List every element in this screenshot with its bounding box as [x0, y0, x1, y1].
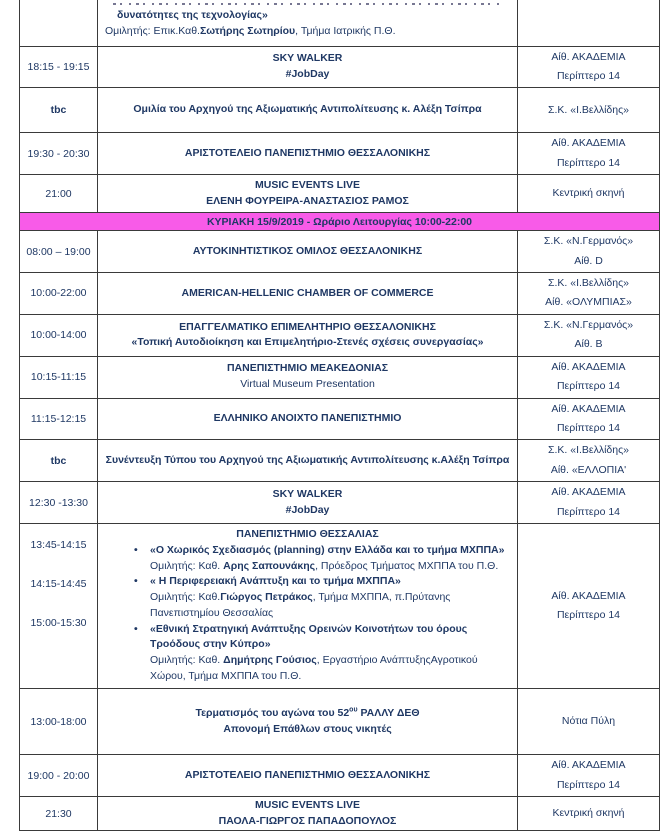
location-cell	[518, 398, 660, 440]
event-line: «Τοπική Αυτοδιοίκηση και Επιμελητήριο-Στενές σχέσεις συνεργασίας»	[131, 336, 484, 349]
schedule-row	[20, 440, 660, 482]
schedule-row	[20, 356, 660, 398]
event-line: MUSIC EVENTS LIVE	[254, 178, 360, 191]
time-cell	[20, 796, 98, 831]
time-text: 10:00-22:00	[30, 287, 87, 300]
event-cell	[98, 398, 518, 440]
event-cell	[98, 231, 518, 273]
time-text: tbc	[50, 104, 67, 117]
location-line: Περίπτερο 14	[556, 609, 621, 622]
event-line: #JobDay	[285, 503, 330, 516]
clipped-text-fragment	[113, 3, 504, 5]
event-cell	[98, 482, 518, 524]
location-cell	[518, 88, 660, 133]
event-cell	[98, 46, 518, 88]
time-cell	[20, 356, 98, 398]
event-line: #JobDay	[285, 67, 330, 80]
location-cell	[518, 273, 660, 315]
time-cell	[20, 398, 98, 440]
time-cell	[20, 46, 98, 88]
location-line: Αίθ. ΑΚΑΔΕΜΙΑ	[551, 589, 626, 602]
day-header-cell: ΚΥΡΙΑΚΗ 15/9/2019 - Ωράριο Λειτουργίας 10:00-22:00	[20, 213, 660, 231]
event-line: Συνέντευξη Τύπου του Αρχηγού της Αξιωματικής Αντιπολίτευσης κ.Αλέξη Τσίπρα	[105, 453, 510, 466]
event-line: Απονομή Επάθλων στους νικητές	[223, 722, 392, 735]
time-text: 15:00-15:30	[30, 617, 87, 630]
event-line: ΠΑΟΛΑ-ΓΙΩΡΓΟΣ ΠΑΠΑΔΟΠΟΥΛΟΣ	[218, 814, 397, 827]
location-line: Περίπτερο 14	[556, 505, 621, 518]
time-text: 08:00 – 19:00	[26, 245, 91, 258]
time-text: 12:30 -13:30	[29, 496, 88, 509]
schedule-row	[20, 398, 660, 440]
event-cell	[98, 524, 518, 689]
event-cell	[98, 356, 518, 398]
schedule-row	[20, 524, 660, 689]
event-line: ΑΡΙΣΤΟΤΕΛΕΙΟ ΠΑΝΕΠΙΣΤΗΜΙΟ ΘΕΣΣΑΛΟΝΙΚΗΣ	[184, 146, 431, 159]
location-cell	[518, 314, 660, 356]
location-line: Αίθ. «ΕΛΛΟΠΙΑ'	[550, 463, 627, 476]
location-line: Περίπτερο 14	[556, 156, 621, 169]
schedule-row	[20, 314, 660, 356]
schedule-row	[20, 175, 660, 213]
location-line: Περίπτερο 14	[556, 421, 621, 434]
time-text: 10:00-14:00	[30, 329, 87, 342]
time-cell	[20, 314, 98, 356]
time-cell	[20, 175, 98, 213]
event-line: Ομιλία του Αρχηγού της Αξιωματικής Αντιπολίτευσης κ. Αλέξη Τσίπρα	[133, 103, 482, 116]
location-line: Αίθ. ΑΚΑΔΕΜΙΑ	[551, 360, 626, 373]
time-text: 18:15 - 19:15	[27, 60, 90, 73]
event-cell	[98, 88, 518, 133]
schedule-row	[20, 231, 660, 273]
event-line: Virtual Museum Presentation	[240, 378, 375, 391]
event-line: ΠΑΝΕΠΙΣΤΗΜΙΟ ΜΕΑΚΕΔΟΝΙΑΣ	[226, 362, 389, 375]
event-line: ΠΑΝΕΠΙΣΤΗΜΙΟ ΘΕΣΣΑΛΙΑΣ	[236, 528, 379, 541]
location-cell	[518, 356, 660, 398]
location-line: Σ.Κ. «Ν.Γερμανός»	[543, 235, 634, 248]
time-cell	[20, 231, 98, 273]
location-line: Αίθ. ΑΚΑΔΕΜΙΑ	[551, 759, 626, 772]
time-text: 11:15-12:15	[30, 412, 87, 425]
schedule-row	[20, 46, 660, 88]
location-line: Περίπτερο 14	[556, 69, 621, 82]
location-cell	[518, 0, 660, 46]
location-line: Αίθ. «ΟΛΥΜΠΙΑΣ»	[545, 296, 632, 309]
time-cell	[20, 524, 98, 689]
location-line: Αίθ. D	[574, 254, 603, 267]
location-cell	[518, 524, 660, 689]
event-cell	[98, 273, 518, 315]
event-line: ΑΡΙΣΤΟΤΕΛΕΙΟ ΠΑΝΕΠΙΣΤΗΜΙΟ ΘΕΣΣΑΛΟΝΙΚΗΣ	[184, 768, 431, 781]
time-cell	[20, 88, 98, 133]
event-cell	[98, 755, 518, 797]
location-cell	[518, 482, 660, 524]
location-line: Σ.Κ. «Ι.Βελλίδης»	[547, 444, 630, 457]
location-cell	[518, 796, 660, 831]
event-line: ΕΛΕΝΗ ΦΟΥΡΕΙΡΑ-ΑΝΑΣΤΑΣΙΟΣ ΡΑΜΟΣ	[206, 194, 409, 207]
time-cell	[20, 273, 98, 315]
schedule-row	[20, 0, 660, 46]
location-line: Σ.Κ. «Ι.Βελλίδης»	[547, 103, 630, 116]
event-line: Ομιλητής: Επικ.Καθ.Σωτήρης Σωτηρίου, Τμήμα Ιατρικής Π.Θ.	[105, 24, 396, 37]
time-text: 10:15-11:15	[30, 371, 87, 384]
event-cell	[98, 440, 518, 482]
event-line: Ομιλητής: Καθ.Γιώργος Πετράκος, Τμήμα ΜΧΠΠΑ, π.Πρύτανης Πανεπιστημίου Θεσσαλίας	[150, 591, 451, 619]
event-cell	[98, 133, 518, 175]
location-cell	[518, 175, 660, 213]
schedule-row	[20, 796, 660, 831]
time-text: 19:00 - 20:00	[27, 769, 90, 782]
day-header-row	[20, 213, 660, 231]
event-line: SKY WALKER	[272, 487, 343, 500]
event-line: AMERICAN-HELLENIC CHAMBER OF COMMERCE	[181, 286, 434, 299]
event-line: • «Ο Χωρικός Σχεδιασμός (planning) στην Ελλάδα και το τμήμα ΜΧΠΠΑ»	[103, 543, 512, 559]
event-line: Ομιλητής: Καθ. Δημήτρης Γούσιος, Εργαστήριο ΑνάπτυξηςΑγροτικού Χώρου, Τμήμα ΜΧΠΠΑ του Π.Θ.	[150, 654, 478, 682]
schedule-row	[20, 482, 660, 524]
event-line: ΑΥΤΟΚΙΝΗΤΙΣΤΙΚΟΣ ΟΜΙΛΟΣ ΘΕΣΣΑΛΟΝΙΚΗΣ	[192, 244, 423, 257]
schedule-row	[20, 755, 660, 797]
schedule-table	[19, 0, 660, 831]
event-line: SKY WALKER	[272, 52, 343, 65]
location-cell	[518, 689, 660, 755]
time-cell	[20, 0, 98, 46]
location-cell	[518, 46, 660, 88]
time-text: 21:00	[45, 187, 72, 200]
time-cell	[20, 133, 98, 175]
time-cell	[20, 482, 98, 524]
location-line: Αίθ. ΑΚΑΔΕΜΙΑ	[551, 137, 626, 150]
location-line: Σ.Κ. «Ι.Βελλίδης»	[547, 277, 630, 290]
location-line: Αίθ. ΑΚΑΔΕΜΙΑ	[551, 486, 626, 499]
location-line: Κεντρική σκηνή	[552, 806, 625, 819]
location-line: Νότια Πύλη	[561, 714, 616, 727]
location-cell	[518, 231, 660, 273]
time-text: 13:00-18:00	[30, 715, 87, 728]
time-text: 19:30 - 20:30	[27, 147, 90, 160]
event-cell	[98, 689, 518, 755]
schedule-table-body	[20, 0, 660, 831]
time-text: 14:15-14:45	[30, 578, 87, 591]
schedule-row	[20, 273, 660, 315]
event-line: ΕΛΛΗΝΙΚΟ ΑΝΟΙΧΤΟ ΠΑΝΕΠΙΣΤΗΜΙΟ	[213, 412, 402, 425]
event-cell	[98, 314, 518, 356]
time-cell	[20, 689, 98, 755]
schedule-row	[20, 689, 660, 755]
time-cell	[20, 755, 98, 797]
location-line: Αίθ. ΑΚΑΔΕΜΙΑ	[551, 402, 626, 415]
event-line: Τερματισμός του αγώνα του $52^{o\upsilon}$ ΡΑΛΛΥ ΔΕΘ	[195, 706, 420, 719]
schedule-row	[20, 88, 660, 133]
location-cell	[518, 440, 660, 482]
event-cell	[98, 175, 518, 213]
event-cell	[98, 796, 518, 831]
location-line: Αίθ. B	[574, 338, 603, 351]
event-line: ΕΠΑΓΓΕΛΜΑΤΙΚΟ ΕΠΙΜΕΛΗΤΗΡΙΟ ΘΕΣΣΑΛΟΝΙΚΗΣ	[179, 320, 436, 333]
event-cell	[98, 0, 518, 46]
event-line: δυνατότητες της τεχνολογίας»	[117, 9, 268, 21]
schedule-row	[20, 133, 660, 175]
event-line: MUSIC EVENTS LIVE	[254, 798, 360, 811]
location-line: Σ.Κ. «Ν.Γερμανός»	[543, 318, 634, 331]
event-line: • «Εθνική Στρατηγική Ανάπτυξης Ορεινών Κοινοτήτων του όρους Τροόδους στην Κύπρο»	[103, 622, 512, 654]
time-text: 21:30	[45, 807, 72, 820]
location-line: Κεντρική σκηνή	[552, 186, 625, 199]
location-line: Αίθ. ΑΚΑΔΕΜΙΑ	[551, 50, 626, 63]
location-line: Περίπτερο 14	[556, 778, 621, 791]
location-cell	[518, 755, 660, 797]
time-text: 13:45-14:15	[30, 539, 87, 552]
time-text: tbc	[50, 454, 67, 467]
location-cell	[518, 133, 660, 175]
event-line: Ομιλητής: Καθ. Αρης Σαπουνάκης, Πρόεδρος Τμήματος ΜΧΠΠΑ του Π.Θ.	[150, 559, 499, 572]
time-cell	[20, 440, 98, 482]
location-line: Περίπτερο 14	[556, 380, 621, 393]
event-line: • « Η Περιφερειακή Ανάπτυξη και το τμήμα ΜΧΠΠΑ»	[103, 574, 512, 590]
